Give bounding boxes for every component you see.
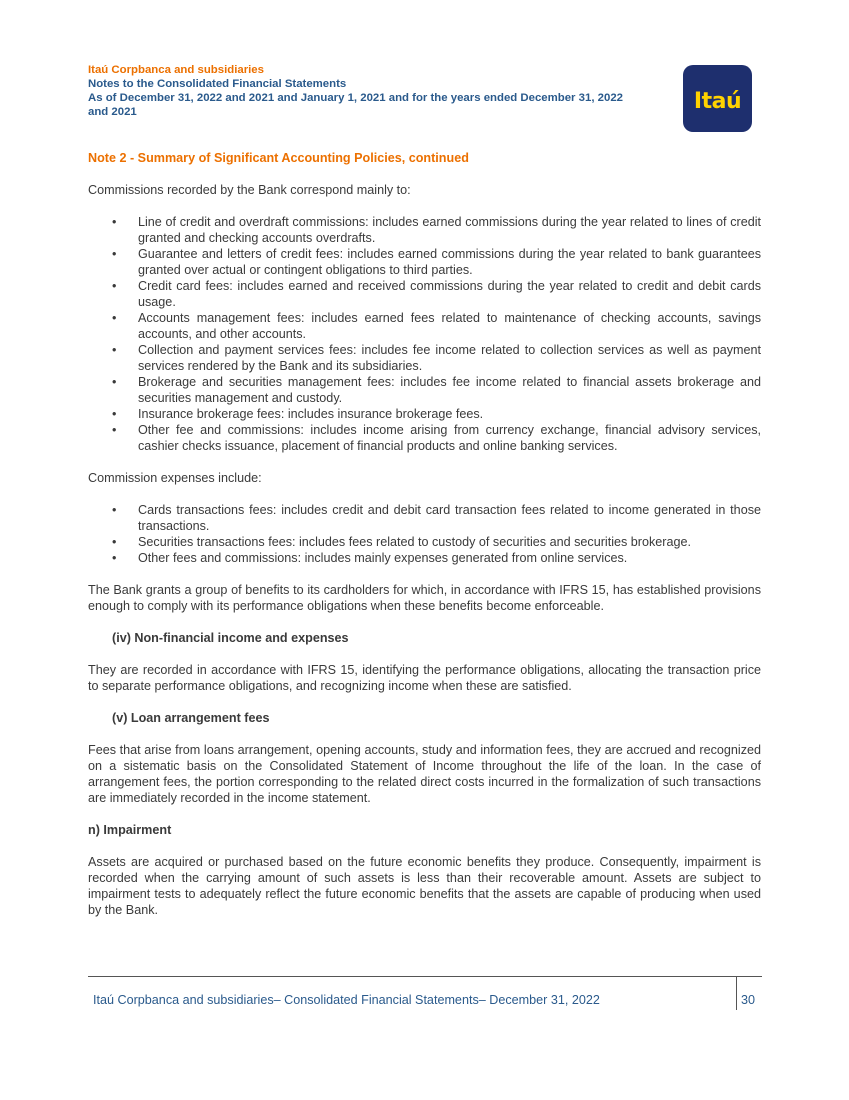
section-v-heading: (v) Loan arrangement fees xyxy=(112,711,270,725)
list-item: • Other fees and commissions: includes mainly expenses generated from online services. xyxy=(138,550,761,566)
list-item: • Other fee and commissions: includes income arising from currency exchange, financial advisory services, cashier checks issuance, placement of financial products and online banking services. xyxy=(138,422,761,454)
list-item: • Accounts management fees: includes earned fees related to maintenance of checking accounts, savings accounts, and other accounts. xyxy=(138,310,761,342)
document-body xyxy=(88,150,761,934)
logo-text: Itaú xyxy=(693,89,742,114)
list-item: • Collection and payment services fees: includes fee income related to collection services as well as payment services rendered by the Bank and its subsidiaries. xyxy=(138,342,761,374)
section-v-text: Fees that arise from loans arrangement, opening accounts, study and information fees, they are accrued and recognized on a sistematic basis on the Consolidated Statement of Income throughout the life of the loan. In the case of arrangement fees, the portion corresponding to the related direct costs incurred in the formalization of such transactions are immediately recorded in the income statement. xyxy=(88,743,761,805)
header-period-line2: and 2021 xyxy=(88,106,137,118)
list-item: • Guarantee and letters of credit fees: includes earned commissions during the year related to bank guarantees granted over actual or contingent obligations to third parties. xyxy=(138,246,761,278)
footer-page-divider xyxy=(736,976,737,1010)
footer-text: Itaú Corpbanca and subsidiaries– Consolidated Financial Statements– December 31, 2022 xyxy=(93,993,600,1007)
benefits-paragraph: The Bank grants a group of benefits to its cardholders for which, in accordance with IFRS 15, has established provisions enough to comply with its performance obligations when these benefits become enforceable. xyxy=(88,583,761,613)
note-title: Note 2 - Summary of Significant Accounting Policies, continued xyxy=(88,151,469,165)
footer-divider xyxy=(88,976,762,977)
document-header xyxy=(88,63,688,119)
section-iv-heading: (iv) Non-financial income and expenses xyxy=(112,631,349,645)
section-iv-text: They are recorded in accordance with IFRS 15, identifying the performance obligations, allocating the transaction price to separate performance obligations, and recognizing income when these are satisfied. xyxy=(88,663,761,693)
commissions-intro: Commissions recorded by the Bank correspond mainly to: xyxy=(88,183,411,197)
header-company: Itaú Corpbanca and subsidiaries xyxy=(88,64,264,76)
header-title: Notes to the Consolidated Financial Statements xyxy=(88,78,347,90)
page-number: 30 xyxy=(741,993,756,1007)
expenses-intro: Commission expenses include: xyxy=(88,471,262,485)
header-period-line1: As of December 31, 2022 and 2021 and January 1, 2021 and for the years ended December 31, 2022 xyxy=(88,92,623,104)
list-item: • Credit card fees: includes earned and received commissions during the year related to credit and debit cards usage. xyxy=(138,278,761,310)
list-item: • Insurance brokerage fees: includes insurance brokerage fees. xyxy=(138,406,761,422)
itau-logo xyxy=(683,65,752,132)
section-n-heading: n) Impairment xyxy=(88,823,172,837)
list-item: • Line of credit and overdraft commissions: includes earned commissions during the year related to lines of credit granted and checking accounts overdrafts. xyxy=(138,214,761,246)
list-item: • Cards transactions fees: includes credit and debit card transaction fees related to income generated in those transactions. xyxy=(138,502,761,534)
list-item: • Securities transactions fees: includes fees related to custody of securities and securities brokerage. xyxy=(138,534,761,550)
expenses-list xyxy=(88,502,761,566)
commissions-list xyxy=(88,214,761,454)
section-n-text: Assets are acquired or purchased based on the future economic benefits they produce. Consequently, impairment is recorded when the carrying amount of such assets is less than their recoverable amount. Assets are subject to impairment tests to adequately reflect the future economic benefits that the assets are capable of producing when used by the Bank. xyxy=(88,855,761,917)
list-item: • Brokerage and securities management fees: includes fee income related to financial assets brokerage and securities management and custody. xyxy=(138,374,761,406)
